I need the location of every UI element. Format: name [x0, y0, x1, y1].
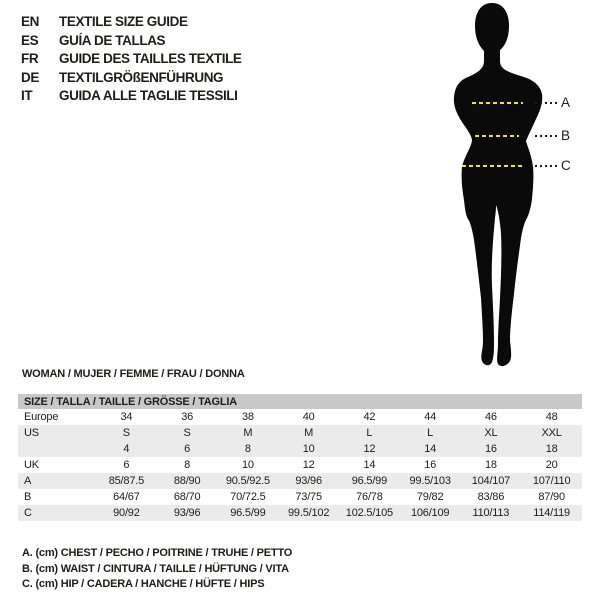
measurement-legend [22, 546, 292, 593]
size-cell: 114/119 [533, 507, 570, 519]
size-cell: 14 [363, 459, 376, 471]
guide-title: TEXTILE SIZE GUIDE [59, 14, 188, 29]
size-cell: 6 [123, 459, 130, 471]
size-row [18, 473, 582, 489]
size-row-label: C [24, 507, 32, 519]
size-cell: 87/90 [538, 491, 565, 503]
size-cell: L [427, 427, 434, 439]
waist-leader-line [535, 135, 557, 137]
size-row [18, 425, 582, 441]
size-row-label: A [24, 475, 32, 487]
size-cell: 8 [244, 443, 251, 455]
size-cell: XL [484, 427, 498, 439]
size-cell: 102.5/105 [345, 507, 393, 519]
size-row [18, 489, 582, 505]
legend-line: B. (cm) WAIST / CINTURA / TAILLE / HÜFTUNG / VITA [22, 562, 289, 575]
size-row [18, 409, 582, 425]
size-cell: 88/90 [173, 475, 201, 487]
guide-title: GUIDA ALLE TAGLIE TESSILI [59, 88, 238, 104]
size-cell: 12 [302, 459, 315, 471]
legend-line: C. (cm) HIP / CADERA / HANCHE / HÜFTE / HIPS [22, 578, 265, 591]
waist-label: B [561, 128, 571, 143]
size-table [18, 394, 582, 521]
language-row [21, 13, 242, 32]
language-row [21, 69, 242, 88]
size-row-label: US [24, 427, 39, 439]
size-row [18, 457, 582, 473]
size-cell: S [183, 427, 191, 439]
size-cell: 20 [545, 459, 558, 471]
size-cell: XXL [541, 427, 562, 439]
size-cell: 83/86 [477, 491, 505, 503]
woman-silhouette-icon [420, 0, 580, 370]
hip-measure-line [462, 165, 525, 167]
legend-line: A. (cm) CHEST / PECHO / POITRINE / TRUHE / PETTO [22, 547, 293, 559]
guide-title: TEXTILGRÖßENFÜHRUNG [59, 69, 224, 85]
size-cell: 40 [302, 411, 315, 423]
size-cell: 73/75 [295, 491, 322, 503]
language-code: ES [21, 32, 39, 48]
size-cell: 18 [545, 443, 558, 455]
size-cell: 36 [181, 411, 194, 423]
size-cell: 4 [123, 443, 130, 455]
waist-measure-line [475, 135, 519, 137]
size-cell: M [304, 427, 314, 439]
size-cell: 70/72.5 [230, 491, 266, 503]
size-cell: 93/96 [295, 475, 322, 487]
size-cell: 96.5/99 [230, 507, 266, 519]
chest-measure-line [472, 102, 523, 104]
language-code: DE [21, 69, 39, 85]
size-cell: 14 [424, 443, 437, 455]
size-cell: 10 [241, 459, 254, 471]
size-row [18, 505, 582, 521]
hip-label: C [561, 158, 571, 173]
size-row [18, 441, 582, 457]
guide-title: GUIDE DES TAILLES TEXTILE [59, 51, 242, 67]
size-cell: 85/87.5 [108, 475, 145, 487]
size-cell: M [243, 427, 253, 439]
chest-leader-line [535, 102, 557, 104]
size-cell: 64/67 [113, 491, 140, 503]
size-cell: 99.5/103 [409, 475, 451, 487]
size-row-label [18, 441, 96, 457]
size-row-label: UK [24, 459, 39, 471]
size-cell: 68/70 [173, 491, 201, 503]
language-row [21, 87, 242, 106]
language-header [21, 13, 242, 106]
size-cell: 79/82 [416, 491, 444, 503]
size-row-label: Europe [24, 411, 59, 423]
size-cell: 90.5/92.5 [225, 475, 270, 487]
size-row-label: B [24, 491, 32, 503]
size-cell: 46 [484, 411, 497, 423]
size-cell: 12 [363, 443, 376, 455]
size-table-header: SIZE / TALLA / TAILLE / GRÖSSE / TAGLIA [18, 394, 582, 409]
language-row [21, 50, 242, 69]
size-cell: 90/92 [113, 507, 140, 519]
size-cell: 34 [120, 411, 133, 423]
size-cell: 107/110 [532, 475, 571, 487]
size-cell: 106/109 [410, 507, 450, 519]
size-cell: 96.5/99 [351, 475, 388, 487]
size-cell: L [366, 427, 373, 439]
woman-figure [420, 0, 580, 370]
size-cell: 44 [424, 411, 437, 423]
size-cell: 110/113 [472, 507, 510, 519]
size-cell: 104/107 [471, 475, 511, 487]
size-cell: 18 [484, 459, 497, 471]
hip-leader-line [535, 165, 557, 167]
size-cell: 16 [424, 459, 437, 471]
language-code: IT [21, 88, 33, 104]
size-cell: 38 [241, 411, 254, 423]
size-table-body [18, 409, 582, 521]
language-code: FR [21, 51, 39, 67]
size-cell: 76/78 [356, 491, 383, 503]
size-table-header-row [18, 394, 582, 409]
size-cell: 99.5/102 [288, 507, 330, 519]
language-code: EN [21, 14, 39, 29]
guide-title: GUÍA DE TALLAS [59, 32, 166, 48]
size-cell: 93/96 [173, 507, 201, 519]
size-cell: 16 [484, 443, 497, 455]
size-cell: S [122, 427, 130, 439]
table-title: WOMAN / MUJER / FEMME / FRAU / DONNA [22, 368, 245, 380]
size-cell: 8 [184, 459, 191, 471]
chest-label: A [561, 95, 571, 110]
language-row [21, 32, 242, 51]
size-cell: 6 [184, 443, 191, 455]
size-cell: 48 [545, 411, 558, 423]
size-cell: 10 [302, 443, 315, 455]
size-cell: 42 [363, 411, 376, 423]
